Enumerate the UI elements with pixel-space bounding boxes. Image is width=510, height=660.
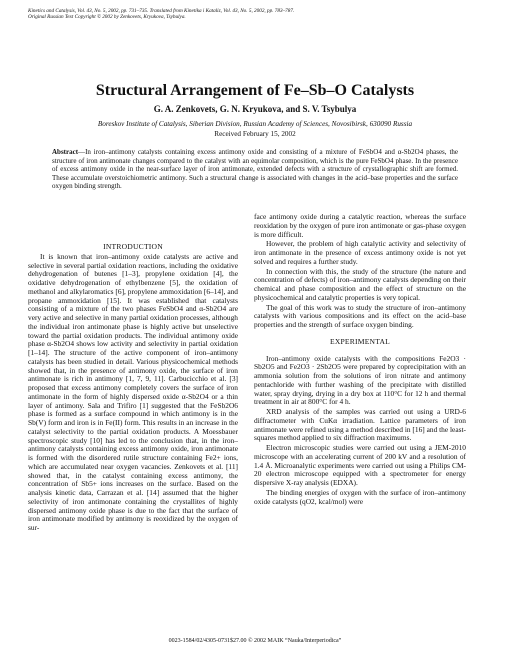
author-affiliation: Boreskov Institute of Catalysis, Siberian Division, Russian Academy of Sciences, Novosibirsk, 630090 Russia [97,120,413,128]
paragraph-continuation: face antimony oxide during a catalytic reaction, whereas the surface reoxidation by the oxygen of pure iron antimonate or gas-phase oxygen is more difficult. [254,212,466,239]
paragraph: The goal of this work was to study the structure of iron–antimony catalysts with various compositions and its effect on the acid–base properties and the strength of surface oxygen binding. [254,302,466,329]
section-introduction-heading: INTRODUCTION [103,242,163,251]
paragraph: The binding energies of oxygen with the surface of iron–antimony oxide catalysts (qO2, kcal/mol) were [254,487,466,506]
left-column [28,243,238,534]
paragraph: However, the problem of high catalytic activity and selectivity of iron antimonate in the presence of excess antimony oxide is not yet solved and requires a further study. [254,239,466,266]
paragraph: In connection with this, the study of the structure (the nature and concentration of defects) of iron–antimony catalysts depending on their chemical and phase composition and the effect of structure on the physicochemical and catalytic properties is very topical. [254,266,466,302]
paragraph: Iron–antimony oxide catalysts with the compositions Fe2O3 · Sb2O5 and Fe2O3 · 2Sb2O5 were prepared by coprecipitation with an ammonia solution from the solutions of iron nitrate and antimony pentachloride with further washing of the precipitate with distilled water, spray drying, drying in a dry box at 110°C for 12 h and thermal treatment in air at 800°C for 4 h. [254,353,466,407]
citation-line-1: Kinetics and Catalysis, Vol. 43, No. 5, 2002, pp. 731–735. Translated from Kinetika i Kataliz, Vol. 43, No. 5, 2002, pp. 783–787. [28,8,295,14]
abstract-label: Abstract [52,148,79,156]
right-column [254,213,466,507]
introduction-paragraph: It is known that iron–antimony oxide catalysts are active and selective in several partial oxidation reactions, including the oxidative dehydrogenation of butenes [1–3], propylene oxidation [4], the oxidative dehydrogenation of ethylbenzene [5], the oxidation of methanol and alkylaromatics [6], propylene ammoxidation [6–14], and propane ammoxidation [15]. It was established that catalysts consisting of a mixture of the two phases FeSbO4 and α-Sb2O4 are very active and selective in many partial oxidation processes, although the individual iron antimonate phase is highly active but unselective toward the partial oxidation products. The individual antimony oxide phase α-Sb2O4 shows low activity and selectivity in partial oxidation [1–14]. The structure of the active component of iron–antimony catalysts has been studied in detail. Various physicochemical methods showed that, in the presence of antimony oxide, the surface of iron antimonate is rich in antimony [1, 7, 9, 11]. Carbucicchio et al. [3] proposed that excess antimony completely covers the surface of iron antimonate in the form of highly dispersed oxide α-Sb2O4 or a thin layer of antimony. Sala and Trifiro [1] suggested that the FeSb2O6 phase is formed as a surface compound in which antimony is in the Sb(V) form and iron is in Fe(II) form. This results in an increase in the catalyst selectivity to the partial oxidation products. A Moessbauer spectroscopic study [10] has led to the conclusion that, in the iron–antimony catalysts containing excess antimony oxide, iron antimonate is formed with the disordered rutile structure containing Fe2+ ions, which are accumulated near oxygen vacancies. Zenkovets et al. [11] showed that, in the catalyst containing excess antimony, the concentration of Sb5+ ions increases on the surface. Based on the analysis kinetic data, Carrazan et al. [14] assumed that the higher selectivity of iron antimonate containing the crystallites of highly dispersed antimony oxide phase is due to the fact that the surface of iron antimonate modified by antimony is reoxidized by the oxygen of sur- [28,251,238,532]
page-footer: 0023-1584/02/4305-0731$27.00 © 2002 MAIK “Nauka/Interperiodica” [168,638,342,644]
received-date: Received February 15, 2002 [214,130,296,138]
citation-line-2: Original Russian Text Copyright © 2002 by Zenkovets, Kryukova, Tsybulya. [28,14,186,21]
section-experimental-heading: EXPERIMENTAL [329,336,390,346]
abstract [52,148,458,191]
paper-title: Structural Arrangement of Fe–Sb–O Catalysts [95,82,415,99]
abstract-text: —In iron–antimony catalysts containing excess antimony oxide and consisting of a mixture of FeSbO4 and α-Sb2O4 phases, the structure of iron antimonate changes compared to the catalyst with an equimolar composition, which is the pure FeSbO4 phase. In the presence of excess antimony oxide in the near-surface layer of iron antimonate, extended defects with a structure of crystallographic shift are formed. These accumulate overstoichiometric antimony. Such a structural change is associated with changes in the acid–base properties and the surface oxygen binding strength. [52,148,458,191]
paragraph: XRD analysis of the samples was carried out using a URD-6 diffractometer with CuKα irradiation. Lattice parameters of iron antimonate were refined using a method described in [16] and the least-squares method applied to six diffraction maximums. [254,407,466,443]
paragraph: Electron microscopic studies were carried out using a JEM-2010 microscope with an accelerating current of 200 kV and a resolution of 1.4 Å. Microanalytic experiments were carried out using a Philips CM-20 electron microscope equipped with a spectrometer for energy dispersive X-ray analysis (EDXA). [254,443,466,487]
paper-authors: G. A. Zenkovets, G. N. Kryukova, and S. V. Tsybulya [153,104,357,114]
journal-citation [28,8,488,21]
